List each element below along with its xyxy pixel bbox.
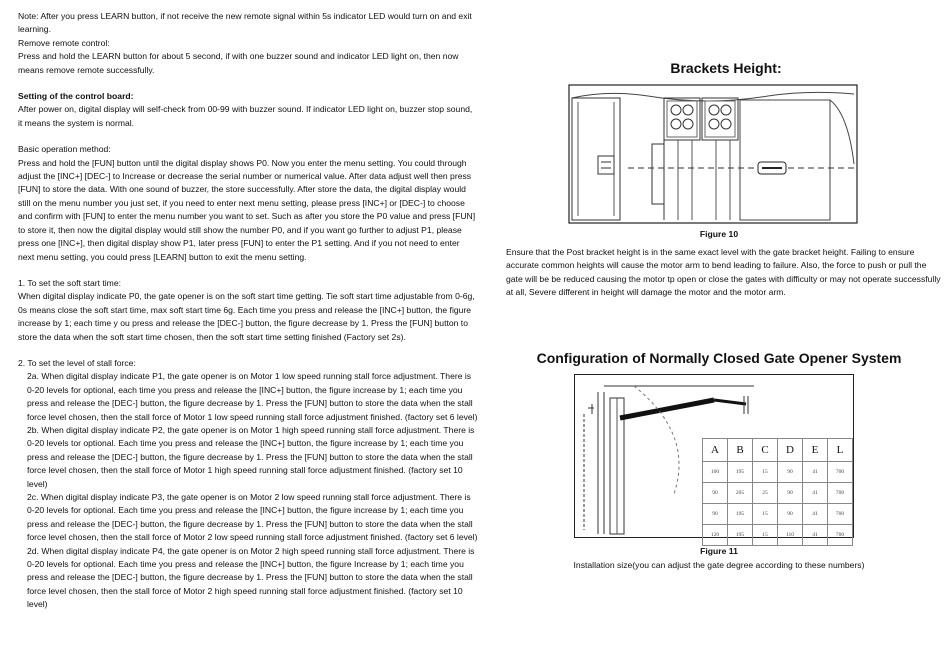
table-header-e: E [803, 439, 828, 462]
table-cell: 110 [778, 525, 803, 546]
basic-operation-text: Press and hold the [FUN] button until the digital display shows P0. Now you enter the menu setting. You could through adjust the [INC+] [DEC-] to Increase or decrease the serial number or numerical value. After data adjust well then press [FUN] to store the data. With one sound of buzzer, the store successfully. After store the data, the digital display would still on the menu number you just set, if you need to enter next menu setting, please press [INC+] or [DEC-] to choose and confirm with [FUN] to enter the menu number you want to set. Such as after you store the P0 value and press [FUN] to store it, then now the digital display would still show the number P0, and if you want go further to adjust P1, please press one [INC+], then digital display show P1, later press [FUN] to enter the P1 setting. And if you not need to enter next menu setting, you could press [LEARN] button to exit the menu setting. [18, 157, 476, 262]
table-header-d: D [778, 439, 803, 462]
brackets-height-heading: Brackets Height: [670, 60, 782, 76]
table-cell: 41 [803, 525, 828, 546]
table-cell: 700 [828, 483, 853, 504]
table-cell: 195 [728, 504, 753, 525]
figure-10-caption: Figure 10 [699, 229, 739, 239]
table-row [703, 462, 853, 483]
table-header-b: B [728, 439, 753, 462]
table-header-row [703, 439, 853, 462]
table-cell: 195 [728, 462, 753, 483]
table-header-c: C [753, 439, 778, 462]
table-row [703, 525, 853, 546]
figure-10-illustration [568, 84, 858, 224]
table-cell: 90 [778, 504, 803, 525]
installation-size-note: Installation size(you can adjust the gate degree according to these numbers) [573, 560, 865, 570]
table-cell: 195 [728, 525, 753, 546]
soft-start-text: When digital display indicate P0, the gate opener is on the soft start time getting. Tie soft start time adjustable from 0-6g, 0s means close the soft start time, max soft start time 6g. Each time you press and release the [INC+] button, the figure increase by 1; each time y ou press and release the [DEC-] button, the figure decrease by 1. Press the [FUN] button to store the data when the soft start time chosen, then the soft start time setting finished (Factory set 2s). [18, 291, 475, 342]
table-cell: 120 [703, 525, 728, 546]
table-cell: 90 [703, 504, 728, 525]
table-row [703, 504, 853, 525]
table-row [703, 483, 853, 504]
table-cell: 700 [828, 462, 853, 483]
brackets-height-text: Ensure that the Post bracket height is in the same exact level with the gate bracket height. Failing to ensure accurate common heights will cause the motor arm to bend leading to failure. Also, the force to push or pull the gate will be be reduced causing the motor tp open or close the gates with difficulty or may not operate successfully at all, Severe different in height will damage the motor and the motor arm. [506, 247, 941, 298]
control-board-title: Setting of the control board: [18, 91, 134, 102]
table-cell: 25 [753, 483, 778, 504]
table-cell: 15 [753, 504, 778, 525]
basic-operation-title: Basic operation method: [18, 144, 111, 155]
table-cell: 41 [803, 462, 828, 483]
remove-remote-text: Press and hold the LEARN button for about 5 second, if with one buzzer sound and indicator LED light on, then now means remove remote successfully. [18, 51, 459, 75]
table-cell: 700 [828, 525, 853, 546]
table-cell: 90 [778, 462, 803, 483]
stall-force-2b: 2b. When digital display indicate P2, the gate opener is on Motor 1 high speed running stall force adjustment. There is 0-20 levels tor optional. Each time you press and release the [INC+] button, the figure increase by 1; each time you press and release the [DEC-] button, the figure decrease by 1. Press the [FUN] button to store the data when the stall force level chosen, then the stall force of Motor 1 high speed running stall force adjustment finished. (factory set 10 level) [27, 424, 475, 489]
figure-11-illustration [574, 374, 854, 538]
table-cell: 90 [778, 483, 803, 504]
remove-remote-title: Remove remote control: [18, 37, 110, 48]
table-cell: 15 [753, 462, 778, 483]
stall-force-title: 2. To set the level of stall force: [18, 357, 136, 368]
table-cell: 100 [703, 462, 728, 483]
instructions-column [18, 10, 478, 612]
stall-force-2c: 2c. When digital display indicate P3, the gate opener is on Motor 2 low speed running stall force adjustment. There is 0-20 levels for optional. Each time you press and release the [INC+] button, the figure increase by 1; each time you press and release the [DEC-] button, the figure decrease by 1. Press the [FUN] button to store the data when the stall force level chosen, then the stall force of Motor 2 low speed running stall force adjustment finished. (factory set 6 level) [27, 492, 478, 543]
table-cell: 90 [703, 483, 728, 504]
soft-start-title: 1. To set the soft start time: [18, 277, 122, 288]
stall-force-2d: 2d. When digital display indicate P4, the gate opener is on Motor 2 high speed running stall force adjustment. There is 0-20 levels for optional. Each time you press and release the [INC+] button, the figure Increase by 1; each time you press and release the [DEC-] button, the figure decrease by 1. Press the [FUN] button to store the data when the stall force level chosen, then the stall force of Motor 2 high speed running stall force adjustment finished. (factory set 10 level) [27, 545, 475, 610]
learn-note: Note: After you press LEARN button, if not receive the new remote signal within 5s indicator LED would turn on and exit learning. [18, 11, 472, 35]
installation-size-table [702, 438, 853, 546]
configuration-heading: Configuration of Normally Closed Gate Opener System [536, 350, 902, 366]
figure-11-caption: Figure 11 [700, 546, 738, 556]
control-board-text: After power on, digital display will self-check from 00-99 with buzzer sound. If indicator LED light on, buzzer stop sound, it means the system is normal. [18, 104, 473, 128]
table-cell: 205 [728, 483, 753, 504]
table-header-a: A [703, 439, 728, 462]
table-cell: 15 [753, 525, 778, 546]
table-cell: 41 [803, 504, 828, 525]
stall-force-2a: 2a. When digital display indicate P1, the gate opener is on Motor 1 low speed running stall force adjustment. There is 0-20 levels for optional, each time you press and release the [INC+] button, the figure increase by 1; each time you press and release the [DEC-] button, the figure decrease by 1. Press the [FUN] button to store the data when the stall force level chosen, then the stall force of Motor 1 low speed running stall force adjustment finished. (factory set 6 level) [27, 371, 478, 422]
table-cell: 700 [828, 504, 853, 525]
table-cell: 41 [803, 483, 828, 504]
table-header-l: L [828, 439, 853, 462]
